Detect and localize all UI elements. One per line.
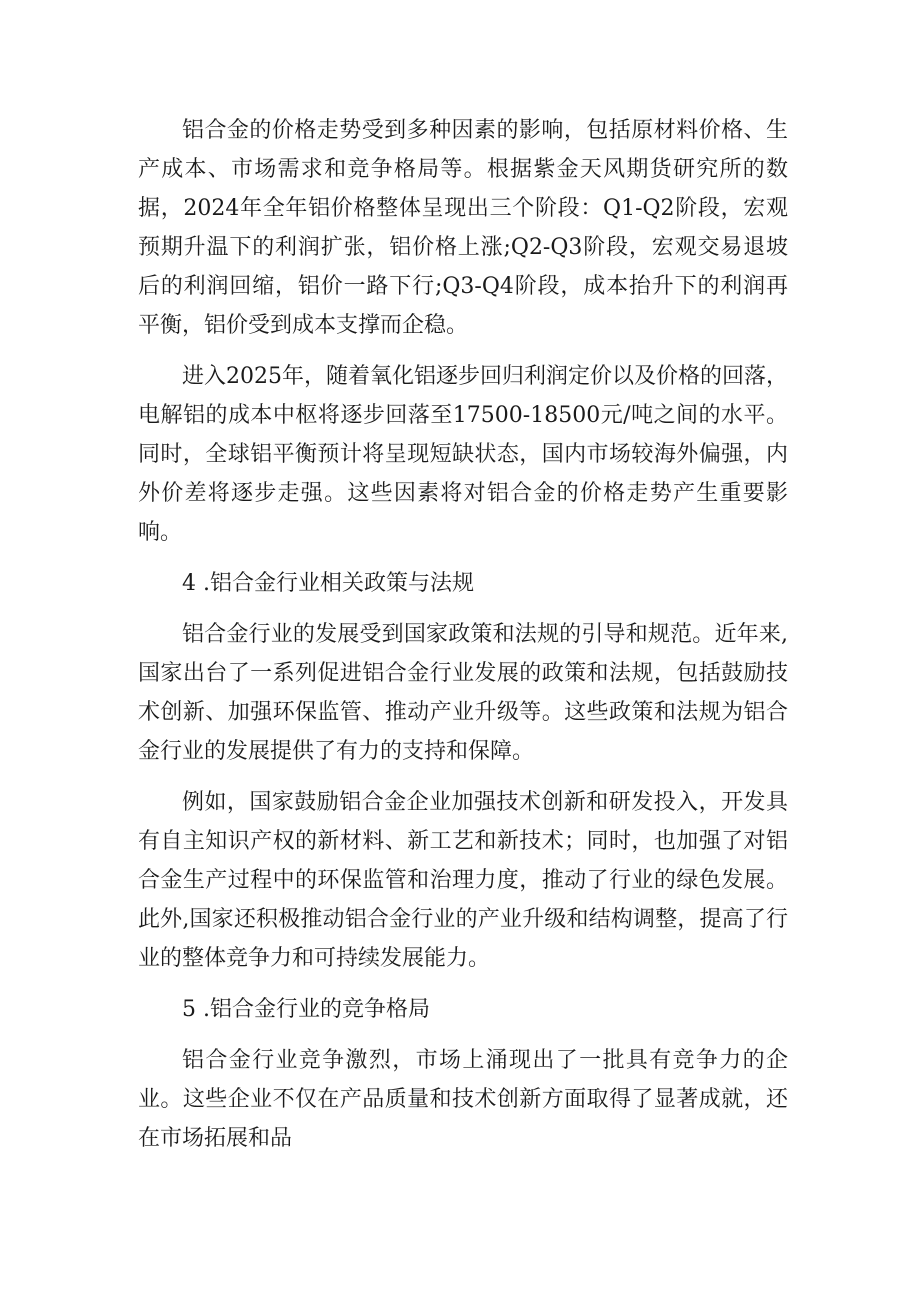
section-4-heading: 4 .铝合金行业相关政策与法规 <box>182 571 474 596</box>
paragraph-2025-outlook: 进入2025年，随着氧化铝逐步回归利润定价以及价格的回落，电解铝的成本中枢将逐步回落至17500-18500元/吨之间的水平。同时，全球铝平衡预计将呈现短缺状态，国内市场较海外偏强，内外价差将逐步走强。这些因素将对铝合金的价格走势产生重要影响。 <box>138 364 788 545</box>
paragraph-competition: 铝合金行业竞争激烈，市场上涌现出了一批具有竞争力的企业。这些企业不仅在产品质量和技术创新方面取得了显著成就，还在市场拓展和品 <box>138 1048 788 1151</box>
paragraph-price-trend: 铝合金的价格走势受到多种因素的影响，包括原材料价格、生产成本、市场需求和竞争格局等。根据紫金天风期货研究所的数据，2024年全年铝价格整体呈现出三个阶段：Q1-Q2阶段，宏观预期升温下的利润扩张，铝价格上涨;Q2-Q3阶段，宏观交易退坡后的利润回缩，铝价一路下行;Q3-Q4阶段，成本抬升下的利润再平衡，铝价受到成本支撑而企稳。 <box>138 118 788 338</box>
paragraph-policy-overview: 铝合金行业的发展受到国家政策和法规的引导和规范。近年来,国家出台了一系列促进铝合金行业发展的政策和法规，包括鼓励技术创新、加强环保监管、推动产业升级等。这些政策和法规为铝合金行业的发展提供了有力的支持和保障。 <box>138 622 788 764</box>
section-5-heading: 5 .铝合金行业的竞争格局 <box>182 997 430 1022</box>
document-page <box>138 111 788 1170</box>
paragraph-policy-example: 例如，国家鼓励铝合金企业加强技术创新和研发投入，开发具有自主知识产权的新材料、新工艺和新技术；同时，也加强了对铝合金生产过程中的环保监管和治理力度，推动了行业的绿色发展。此外,国家还积极推动铝合金行业的产业升级和结构调整，提高了行业的整体竞争力和可持续发展能力。 <box>138 790 788 971</box>
